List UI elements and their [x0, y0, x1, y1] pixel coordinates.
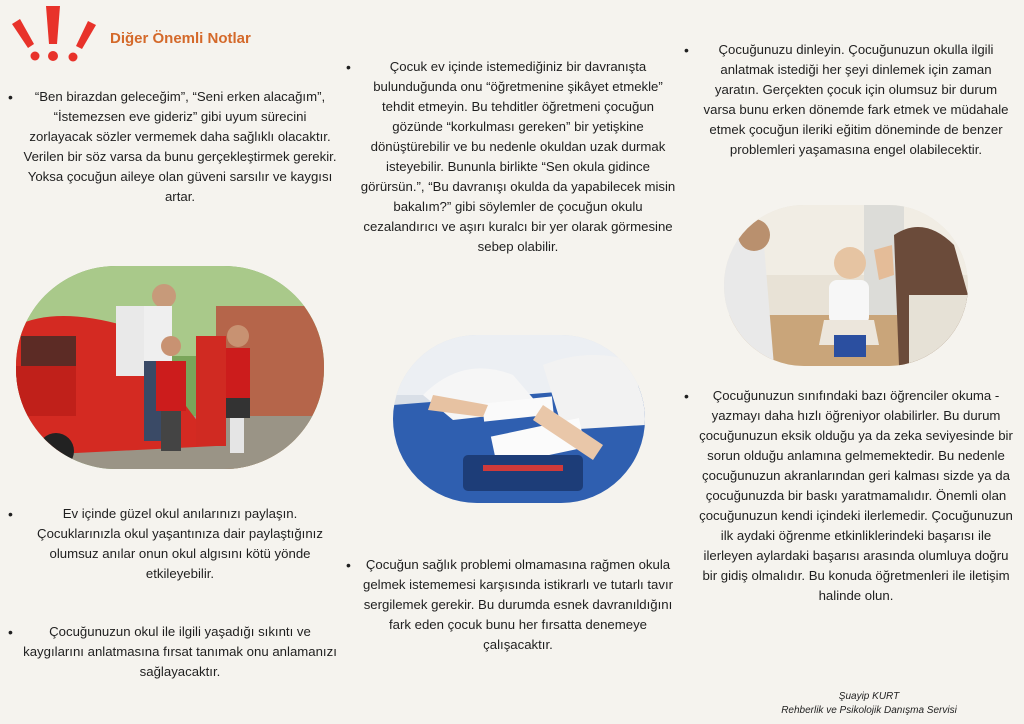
bullet-icon: •: [684, 42, 689, 58]
signature: [744, 690, 994, 718]
note-item: [684, 40, 1014, 160]
note-text: Çocuğunuzun okul ile ilgili yaşadığı sıkıntı ve kaygılarını anlatmasına fırsat tanımak onu anlamanızı sağlayacaktır.: [23, 624, 337, 679]
note-text: Çocuğunuzu dinleyin. Çocuğunuzun okulla ilgili anlatmak istediği her şeyi dinlemek için zaman yaratın. Gerçekten çocuk için olumsuz bir durum varsa bunu erken dönemde fark etmek ve müdahale etmek çocuğun ileriki eğitim döneminde de benzer problemleri yaşamasına engel olabilecektir.: [703, 42, 1009, 157]
bullet-icon: •: [8, 624, 13, 640]
note-text: Ev içinde güzel okul anılarınızı paylaşın. Çocuklarınızla okul yaşantınıza dair paylaştığınız olumsuz anılar onun okul algısını kötü yönde etkileyebilir.: [37, 506, 323, 581]
note-text: Çocuğunuzun sınıfındaki bazı öğrenciler okuma - yazmayı daha hızlı öğreniyor olabilirler. Bu durum çocuğunuzun eksik olduğu ya da zeka seviyesinde bir sorun olduğu anlamına gelmemektedir. Bu nedenle çocuğunuzun akranlarından geri kalması sizde ya da çocuğunuzda bir baskı yaratmamalıdır. Önemli olan çocuğunuzun kendi içindeki ilerlemedir. Çocuğunuzun ilk aydaki öğrenme etkinliklerindeki başarısı ile ilerleyen aylardaki başarısı arasında olumluya doğru bir gidiş olmalıdır. Bu konuda öğretmenleri ile iletişim halinde olun.: [699, 388, 1013, 603]
signature-name: Şuayip KURT: [838, 691, 900, 702]
photo-family-car: [16, 266, 324, 469]
note-item: [346, 57, 676, 257]
bullet-icon: •: [8, 89, 13, 105]
note-item: [8, 87, 338, 207]
child-high-five-illustration: [724, 205, 968, 366]
page-title: Diğer Önemli Notlar: [110, 30, 251, 47]
note-text: “Ben birazdan geleceğim”, “Seni erken alacağım”, “İstemezsen eve gideriz” gibi uyum sürecini zorlayacak sözler vermemek daha sağlıklı olacaktır. Verilen bir söz varsa da bunu gerçekleştirmek gerekir. Yoksa çocuğun aileye olan güveni sarsılır ve kaygısı artar.: [23, 89, 337, 204]
note-item: [684, 386, 1014, 606]
bullet-icon: •: [346, 59, 351, 75]
bullet-icon: •: [346, 557, 351, 573]
note-text: Çocuğun sağlık problemi olmamasına rağmen okula gelmek istememesi karşısında istikrarlı ve tutarlı tavır sergilemek gerekir. Bu durumda esnek davranıldığını fark eden çocuk bunu her fırsatta denemeye çalışacaktır.: [363, 557, 673, 652]
bullet-icon: •: [8, 506, 13, 522]
bullet-icon: •: [684, 388, 689, 404]
photo-students-writing: [393, 335, 645, 503]
note-item: [8, 504, 338, 584]
students-writing-illustration: [393, 335, 645, 503]
note-item: [8, 622, 338, 682]
family-car-illustration: [16, 266, 324, 469]
note-text: Çocuk ev içinde istemediğiniz bir davranışta bulunduğunda onu “öğretmenine şikâyet etmekle” tehdit etmeyin. Bu tehditler öğretmeni çocuğun gözünde “korkulması gereken” bir yetişkine dönüştürebilir ve bu nedenle okuldan uzak durmak isteyebilir. Bununla birlikte “Sen okula gidince görürsün.”, “Bu davranışı okulda da yapabilecek misin bakalım?” gibi söylemler de çocuğun okulu cezalandırıcı ve aşırı kuralcı bir yer olarak görmesine sebep olabilir.: [360, 59, 676, 254]
exclamation-marks-icon: [6, 2, 98, 66]
photo-child-high-five: [724, 205, 968, 366]
note-item: [346, 555, 676, 655]
signature-department: Rehberlik ve Psikolojik Danışma Servisi: [781, 705, 957, 716]
